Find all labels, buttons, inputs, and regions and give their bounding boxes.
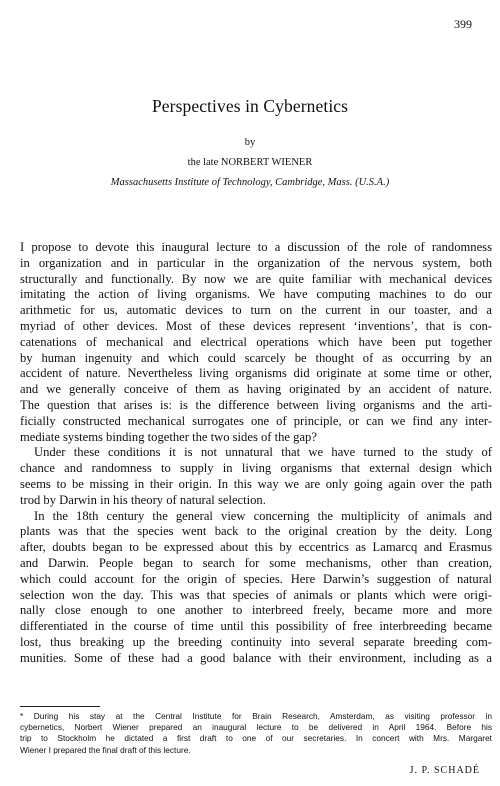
paragraph xyxy=(20,240,492,445)
text-line: plants was that the species went back to the original creation by the deity. Long xyxy=(20,524,492,539)
text-line: differentiated in the course of time until this possibility of free interbreeding became xyxy=(20,619,492,634)
text-line: and Darwin. People began to search for some mechanisms, other than creation, xyxy=(20,555,492,570)
text-line: The question that arises is: is the difference between living organisms and the arti- xyxy=(20,397,492,412)
footnote-line: * During his stay at the Central Institute for Brain Research, Amsterdam, as visiting professor in xyxy=(20,711,492,721)
text-line: catenations of mechanical and electrical operations which have been put together xyxy=(20,334,492,349)
text-line: seems to be missing in their origin. In this way we are only going again over the path xyxy=(20,476,492,491)
text-line: in organization and in particular in the organization of the nervous system, both xyxy=(20,255,492,270)
text-line: after, doubts began to be expressed about this by eccentrics as Lamarcq and Erasmus xyxy=(20,540,492,555)
text-line: structurally and functionally. By now we are quite familiar with mechanical devices xyxy=(20,271,492,286)
body-text xyxy=(20,240,492,667)
text-line: arithmetic for us, automatic devices to turn on the current in our toaster, and a xyxy=(20,303,492,318)
text-line: by human ingenuity and which could scarcely be thought of as occurring by an xyxy=(20,350,492,365)
author: the late NORBERT WIENER xyxy=(187,157,313,168)
article-title: Perspectives in Cybernetics xyxy=(151,96,349,116)
text-line: Under these conditions it is not unnatural that we have turned to the study of xyxy=(34,445,492,460)
footnote xyxy=(20,711,492,756)
text-line: myriad of other devices. Most of these devices represent ‘inventions’, that is con- xyxy=(20,318,492,333)
footnote-line: cybernetics, Norbert Wiener prepared an inaugural lecture to be delivered in April 1964. Before his xyxy=(20,722,492,733)
byline: by xyxy=(244,137,256,148)
affiliation: Massachusetts Institute of Technology, Cambridge, Mass. (U.S.A.) xyxy=(110,177,390,188)
text-line: which could account for the origin of species. Here Darwin’s suggestion of natural xyxy=(20,571,492,586)
text-line: ficially constructed mechanical surrogates one of principle, or can we find any inter- xyxy=(20,413,492,428)
signature: J. P. SCHADÉ xyxy=(409,765,480,776)
text-line: munities. Some of these had a good balance with their environment, including as a xyxy=(20,650,492,665)
paragraph xyxy=(20,509,492,667)
text-line: lost, thus breaking up the breeding continuity into several separate breeding com- xyxy=(20,634,492,649)
text-line: and we generally conceive of them as having originated by an accident of nature. xyxy=(20,382,492,397)
text-line: selection won the day. This was that species of animals or plants which were origi- xyxy=(20,587,492,602)
text-line: mediate systems binding together the two sides of the gap? xyxy=(20,429,317,444)
paragraph xyxy=(20,445,492,508)
text-line: chance and randomness to supply in living organisms that external design which xyxy=(20,461,492,476)
footnote-line: Wiener I prepared the final draft of this lecture. xyxy=(20,744,191,755)
text-line: imitating the action of living organisms. We have computing machines to do our xyxy=(20,287,492,302)
text-line: nally close enough to one another to interbreed freely, became more and more xyxy=(20,603,492,618)
text-line: In the 18th century the general view concerning the multiplicity of animals and xyxy=(34,508,492,523)
footnote-line: trip to Stockholm he dictated a first draft to one of our secretaries. In concert with Mrs. Margaret xyxy=(20,733,492,744)
text-line: accident of nature. Nevertheless living organisms did originate at some time or other, xyxy=(20,366,492,381)
text-line: I propose to devote this inaugural lecture to a discussion of the role of randomness xyxy=(20,240,492,254)
page-number: 399 xyxy=(454,17,472,31)
text-line: trod by Darwin in his theory of natural selection. xyxy=(20,492,266,507)
footnote-rule xyxy=(20,706,100,707)
